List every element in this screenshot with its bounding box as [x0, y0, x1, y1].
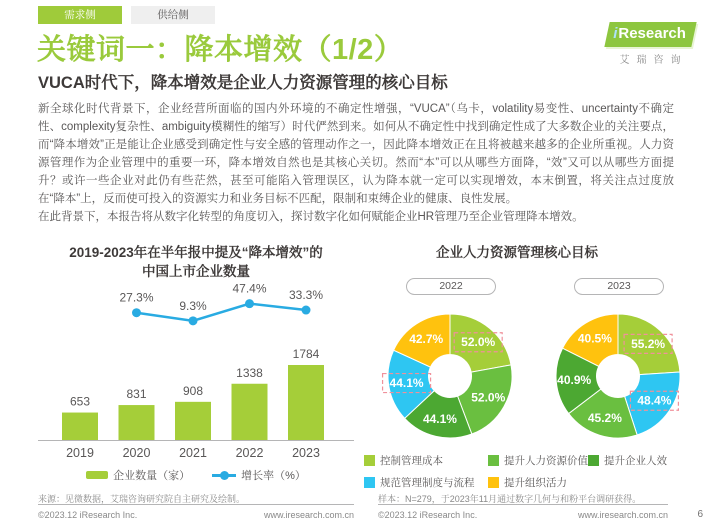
svg-text:908: 908 [182, 383, 204, 398]
year-pill-2023[interactable]: 2023 [574, 278, 664, 295]
donut-chart-2023 [550, 308, 686, 444]
svg-text:1784: 1784 [292, 347, 320, 361]
legend-label: 控制管理成本 [380, 455, 443, 467]
right-chart-title: 企业人力资源管理核心目标 [436, 245, 598, 260]
left-chart-legend [38, 467, 354, 483]
svg-text:2022: 2022 [235, 446, 264, 460]
footer-right [378, 504, 668, 520]
bar-series [62, 347, 324, 460]
svg-text:47.4%: 47.4% [232, 281, 267, 296]
svg-text:653: 653 [69, 394, 91, 409]
svg-text:52.0%: 52.0% [461, 335, 496, 350]
svg-text:2023: 2023 [292, 446, 320, 460]
left-chart-title: 2019-2023年在半年报中提及“降本增效”的 中国上市企业数量 [69, 245, 323, 279]
svg-text:831: 831 [126, 387, 147, 402]
svg-text:45.2%: 45.2% [587, 410, 622, 425]
legend-label: 提升组织活力 [504, 477, 567, 489]
svg-text:48.4%: 48.4% [637, 393, 672, 408]
legend-swatch [364, 455, 375, 466]
legend-swatch [588, 455, 599, 466]
legend-swatch [488, 455, 499, 466]
page-subtitle: VUCA时代下，降本增效是企业人力资源管理的核心目标 [38, 74, 448, 92]
svg-text:40.5%: 40.5% [577, 331, 612, 346]
legend-item [86, 467, 190, 483]
page-number: 6 [697, 509, 703, 520]
donut-chart-2022 [382, 308, 518, 444]
footer-left [38, 504, 354, 520]
page-title: 关键词一：降本增效（1/2） [37, 34, 404, 66]
legend-item [364, 453, 488, 468]
svg-text:55.2%: 55.2% [631, 336, 666, 351]
bar-line-chart-panel [38, 243, 354, 483]
donut-charts [360, 308, 674, 444]
legend-item [364, 475, 488, 490]
iresearch-logo-chinese: 艾瑞咨询 [619, 55, 688, 66]
svg-text:2019: 2019 [66, 446, 94, 460]
website-link[interactable]: www.iresearch.com.cn [577, 510, 668, 520]
legend-label: 提升人力资源价值 [504, 455, 588, 467]
tab-bar [38, 6, 215, 24]
legend-swatch [364, 477, 375, 488]
paragraph-1: 新全球化时代背景下，企业经营所面临的国内外环境的不确定性增强，“VUCA”（乌卡，volatility易变性、uncertainty不确定性、complexity复杂性、ambiguity模糊性的缩写）时代俨然到来。如何从不确定性中找到确定性成了大多数企业的关注要点，而“降本增效”正是能让企业感受到确定性与安全感的管理动作之一，因此降本增效正在且将被越来越多的企业所重视。人力资源管理作为企业管理中的重要一环，降本增效自然也是其核心关切。然而“本”可以从哪些方面降，“效”又可以从哪些方面提升？或许一些企业对此仍有些茫然，甚至可能陷入管理误区，认为降本就一定可以实现增效，本末倒置，将关注点过度放在“降本”上，反而使可投入的资源实力和业务目标不匹配，限制和束缚企业的健康、良性发展。 [38, 103, 674, 205]
svg-text:9.3%: 9.3% [179, 298, 207, 313]
svg-text:40.9%: 40.9% [557, 373, 592, 388]
svg-text:1338: 1338 [236, 365, 263, 380]
legend-label: 规范管理制度与流程 [380, 477, 475, 489]
copyright-text: ©2023.12 iResearch Inc. [378, 510, 478, 520]
legend-label: 增长率（%） [241, 470, 306, 482]
legend-label: 企业数量（家） [113, 470, 191, 482]
svg-text:52.0%: 52.0% [471, 390, 506, 405]
svg-text:42.7%: 42.7% [409, 331, 444, 346]
bar-swatch [86, 471, 108, 479]
svg-text:2020: 2020 [122, 446, 151, 460]
right-chart-legend [360, 453, 674, 490]
logo-brand-text: Research [618, 25, 686, 42]
svg-text:27.3%: 27.3% [119, 290, 154, 305]
legend-item [488, 475, 567, 490]
paragraph-2: 在此背景下，本报告将从数字化转型的角度切入，探讨数字化如何赋能企业HR管理乃至企业管理降本增效。 [38, 211, 584, 223]
legend-item [488, 453, 588, 468]
iresearch-logo-mark [604, 22, 696, 47]
body-text [38, 100, 674, 226]
svg-text:44.1%: 44.1% [389, 376, 424, 391]
line-series [119, 282, 323, 326]
svg-text:2021: 2021 [179, 446, 207, 460]
bar-line-chart [38, 281, 354, 465]
svg-text:33.3%: 33.3% [288, 288, 324, 303]
year-pills [360, 278, 674, 295]
legend-item [588, 453, 667, 468]
sample-note: 样本：N=279，于2023年11月通过数字几何与和粉平台调研获得。 [378, 494, 642, 504]
legend-item [212, 467, 306, 483]
source-note: 来源：见微数据，艾瑞咨询研究院自主研究及绘制。 [38, 494, 246, 504]
tab-supply-side[interactable]: 供给侧 [131, 6, 215, 24]
legend-label: 提升企业人效 [604, 455, 667, 467]
line-swatch [212, 474, 236, 477]
legend-swatch [488, 477, 499, 488]
tab-demand-side[interactable]: 需求侧 [38, 6, 122, 24]
logo-i-glyph: i [612, 25, 618, 42]
website-link[interactable]: www.iresearch.com.cn [263, 510, 354, 520]
iresearch-logo [600, 22, 700, 66]
copyright-text: ©2023.12 iResearch Inc. [38, 510, 138, 520]
year-pill-2022[interactable]: 2022 [406, 278, 496, 295]
donut-chart-panel [360, 243, 674, 490]
svg-text:44.1%: 44.1% [422, 411, 457, 426]
